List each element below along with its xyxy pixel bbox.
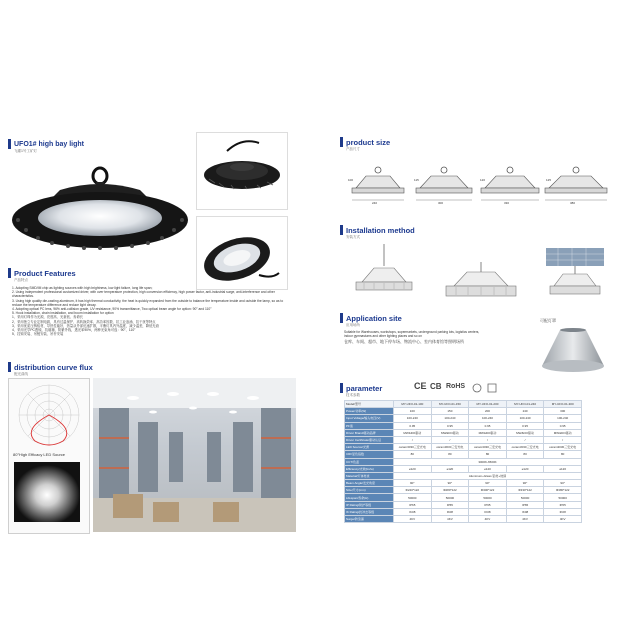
table-cell: 50000	[544, 494, 582, 501]
table-cell: /	[544, 436, 582, 443]
table-cell: 80	[506, 451, 544, 458]
distribution-accent-bar	[8, 362, 11, 372]
size-width: 330	[504, 201, 510, 205]
feature-item: 5、挂钩安装、吊链安装、吊杆安装	[12, 332, 64, 337]
size-height: 100	[348, 178, 354, 182]
table-cell: 4KV	[544, 516, 582, 523]
feature-item: 1、采用灯珠作为光源，亮度高、光衰低、寿命长	[12, 315, 84, 320]
size-subtitle: 产品尺寸	[346, 147, 360, 151]
warehouse-photo	[93, 378, 296, 532]
table-row-label: Driver Brand/驱动品牌	[345, 429, 394, 436]
product-title: UFO1# high bay light	[14, 140, 85, 148]
table-cell: 100-240	[431, 415, 469, 422]
lamp-top-view-photo	[196, 132, 288, 210]
table-row-label: Lifespan/寿命(H)	[345, 494, 394, 501]
feature-item: 3、采用优质压铸铝材，导热性能好，热量从外部迅速扩散，平衡灯具内外温度，减少温差，降低光衰	[12, 323, 159, 328]
table-cell: osram3030三安光电	[469, 444, 507, 451]
table-row-label: IK Rating/抗冲击等级	[345, 508, 394, 515]
table-cell: 90°	[544, 480, 582, 487]
feature-item: 2、采用独立专业定制电源，具有过温保护、高转换效率、高功率因数、抗工业浪涌、抗干扰等特点	[12, 319, 156, 324]
table-cell: 100-240	[469, 415, 507, 422]
application-title: Application site	[346, 313, 402, 323]
table-cell: IP65	[544, 501, 582, 508]
rohs-mark: RoHS	[446, 383, 466, 390]
table-cell: IK08	[394, 508, 432, 515]
bracket-install-drawing	[538, 244, 610, 304]
table-row-label: Material/灯体材质	[345, 472, 394, 479]
table-cell: 50000	[431, 494, 469, 501]
feature-item: 2. Using independent professional customized driver, with over temperature protection, high conversion efficiency, high power factor, anti-industrial surge, anti-interference and other characteristics.	[12, 290, 275, 299]
table-model-cell: MY-UFO-01-300	[544, 401, 582, 408]
table-cell: ≥120	[544, 465, 582, 472]
table-row-label: LED Source/光源	[345, 444, 394, 451]
table-row-label: Model/型号	[345, 401, 394, 408]
table-cell: 90°	[506, 480, 544, 487]
table-row	[345, 408, 582, 415]
size-drawing	[478, 162, 542, 210]
table-row	[345, 422, 582, 429]
features-subtitle: 产品特点	[14, 278, 28, 282]
table-cell: 80	[431, 451, 469, 458]
table-cell: 240	[506, 408, 544, 415]
table-cell: IP65	[394, 501, 432, 508]
ce-mark: CE	[414, 381, 427, 391]
table-cell: IP65	[431, 501, 469, 508]
led-beam-photo	[14, 462, 80, 522]
feature-item: 4. Adopting optical PC lens, 96% anti-collision grade, UV resistance, 90% transmittance, Two optical beam angle for option: 90° and 110°	[12, 307, 212, 312]
lamp-main-image	[10, 158, 190, 266]
table-cell: /	[506, 436, 544, 443]
table-row-label: CRI/显色指数	[345, 451, 394, 458]
size-title: product size	[346, 137, 391, 147]
table-row	[345, 458, 582, 465]
table-row	[345, 429, 582, 436]
table-row-label: Efficiency/光效(lm/w)	[345, 465, 394, 472]
table-cell: 90°	[431, 480, 469, 487]
table-cell: ≥120	[431, 465, 469, 472]
installation-subtitle: 安装方式	[346, 235, 360, 239]
table-cell: osram3030三安光电	[431, 444, 469, 451]
reflector-image	[538, 326, 608, 376]
table-cell: 4KV	[506, 516, 544, 523]
table-row-label: Beam Angle/发光角度	[345, 480, 394, 487]
table-cell: Aluminum+Glass 铝材+玻璃	[394, 472, 582, 479]
table-row	[345, 501, 582, 508]
led-source-label: 80°High Efficacy LED Source	[13, 452, 65, 457]
table-cell: 80	[469, 451, 507, 458]
table-cell: MW&DO驱动	[544, 429, 582, 436]
table-row	[345, 516, 582, 523]
table-cell: IP65	[506, 501, 544, 508]
table-cell: 100-240	[544, 415, 582, 422]
table-cell: Φ300*122	[469, 487, 507, 494]
table-cell: IK08	[431, 508, 469, 515]
table-model-cell: MY-UFO-01-100	[394, 401, 432, 408]
parameter-table-wrap	[344, 400, 582, 523]
table-row-label: CCT/色温	[345, 458, 394, 465]
table-cell: 0.95	[506, 422, 544, 429]
table-cell: 80	[394, 451, 432, 458]
table-cell: osram3030三安光电	[544, 444, 582, 451]
distribution-title: distribution curve flux	[14, 362, 93, 372]
table-cell: /	[394, 436, 432, 443]
left-page	[0, 0, 308, 617]
parameter-subtitle: 技术参数	[346, 393, 360, 397]
table-cell: 300	[544, 408, 582, 415]
table-cell: MW&DO驱动	[506, 429, 544, 436]
table-row	[345, 494, 582, 501]
table-row	[345, 472, 582, 479]
table-cell: MW&DO驱动	[394, 429, 432, 436]
table-cell: 0.95	[394, 422, 432, 429]
table-cell: 4KV	[431, 516, 469, 523]
table-cell: 4KV	[469, 516, 507, 523]
table-row-label: Driver Certificate/驱动认证	[345, 436, 394, 443]
table-row-label: Surge/防浪涌	[345, 516, 394, 523]
table-cell: 100	[394, 408, 432, 415]
application-line: 仓库、车间、超市、地下停车场、物流中心、室内体育馆等照明场所	[344, 339, 464, 344]
right-page	[308, 0, 617, 617]
size-width: 240	[372, 201, 378, 205]
feature-item: 4、采用光学PC透镜，抗碰撞，防紫外线，透光率90%，两种光束角可选：90°、110°	[12, 328, 136, 333]
table-cell: Φ380*122	[544, 487, 582, 494]
table-cell: 200	[469, 408, 507, 415]
size-drawing	[412, 162, 476, 210]
table-cell: osram3030三安光电	[506, 444, 544, 451]
table-cell: 50000	[506, 494, 544, 501]
table-cell: /	[431, 436, 469, 443]
features-accent-bar	[8, 268, 11, 278]
table-cell: MW&DO驱动	[469, 429, 507, 436]
table-cell: 100-240	[394, 415, 432, 422]
feature-item: 5. Hook installation, chain installation, and boom installation for option	[12, 311, 114, 316]
parameter-accent-bar	[340, 383, 343, 393]
table-cell: Φ280*122	[431, 487, 469, 494]
table-cell: 50000	[469, 494, 507, 501]
parameter-table	[344, 400, 582, 523]
table-model-cell: MY-UFO-01-150	[431, 401, 469, 408]
installation-accent-bar	[340, 225, 343, 235]
installation-title: Installation method	[346, 225, 415, 235]
application-accent-bar	[340, 313, 343, 323]
table-cell: 0.95	[431, 422, 469, 429]
table-cell: 3000K-6500K	[394, 458, 582, 465]
application-line: Suitable for Warehouses, workshops, supermarkets, underground parking lots, logistics centers,	[344, 330, 480, 334]
table-cell: IK08	[506, 508, 544, 515]
size-drawing	[346, 162, 410, 210]
title-accent-bar	[8, 139, 11, 149]
table-cell: IP65	[469, 501, 507, 508]
product-subtitle: 飞碟1号工矿灯	[14, 149, 37, 153]
table-cell: 90°	[394, 480, 432, 487]
table-cell: osram3030三安光电	[394, 444, 432, 451]
table-cell: Φ330*122	[506, 487, 544, 494]
table-model-cell: MY-UFO-01-200	[469, 401, 507, 408]
installation-drawings	[344, 244, 610, 304]
size-accent-bar	[340, 137, 343, 147]
feature-item: 1. Adopting SMD/IM chip as lighting sources with high brightness, low light failure, long life span;	[12, 286, 153, 290]
size-drawing	[544, 162, 608, 210]
table-cell: 0.95	[544, 422, 582, 429]
table-cell: IK08	[469, 508, 507, 515]
application-text	[344, 330, 524, 344]
table-cell: ≥120	[394, 465, 432, 472]
parameter-title: parameter	[346, 383, 383, 393]
cert-badges-icon	[472, 383, 500, 393]
table-cell: ≥120	[506, 465, 544, 472]
size-height: 125	[546, 178, 552, 182]
table-row	[345, 415, 582, 422]
table-row	[345, 465, 582, 472]
table-cell: ≥120	[469, 465, 507, 472]
table-cell: MW&DO驱动	[431, 429, 469, 436]
table-header-row	[345, 401, 582, 408]
table-row-label: Size/尺寸(mm)	[345, 487, 394, 494]
features-title: Product Features	[14, 268, 76, 278]
hook-install-drawing	[344, 244, 424, 304]
table-row-label: PF值	[345, 422, 394, 429]
size-height: 115	[414, 178, 419, 182]
table-cell: /	[469, 436, 507, 443]
table-row	[345, 451, 582, 458]
reflector-label: 可配灯罩	[540, 318, 556, 323]
ceiling-install-drawing	[436, 244, 526, 304]
cb-mark: CB	[430, 382, 442, 391]
table-row-label: Input Voltage/输入电压(V)	[345, 415, 394, 422]
application-subtitle: 应用场所	[346, 323, 360, 327]
table-cell: 4KV	[394, 516, 432, 523]
table-row	[345, 487, 582, 494]
features-list	[12, 286, 292, 336]
table-cell: 150	[431, 408, 469, 415]
size-height: 120	[480, 178, 486, 182]
table-cell: IK08	[544, 508, 582, 515]
polar-curve-diagram	[9, 379, 89, 449]
table-cell: 0.95	[469, 422, 507, 429]
table-row-label: IP Rating/防护等级	[345, 501, 394, 508]
distribution-subtitle: 配光曲线	[14, 372, 28, 376]
size-width: 300	[438, 201, 444, 205]
table-cell: Φ240*122	[394, 487, 432, 494]
table-row	[345, 508, 582, 515]
table-cell: 100-240	[506, 415, 544, 422]
table-row	[345, 480, 582, 487]
table-cell: 80	[544, 451, 582, 458]
size-drawings	[346, 162, 608, 210]
table-row	[345, 444, 582, 451]
table-row	[345, 436, 582, 443]
table-cell: 90°	[469, 480, 507, 487]
table-model-cell: MY-UFO-01-240	[506, 401, 544, 408]
application-line: indoor gymnasiums and other lighting places and so on	[344, 334, 422, 338]
lamp-bottom-view-photo	[196, 216, 288, 290]
table-row-label: Power/功率(W)	[345, 408, 394, 415]
table-cell: 50000	[394, 494, 432, 501]
feature-item: 3. Using high quality die-casting aluminum, it has high thermal conductivity, the heat is quickly expanded from the outside to balance the temperature inside and outside the lamp, so as to reduce the temperature difference and reduce light decay.	[12, 298, 284, 307]
size-width: 380	[570, 201, 576, 205]
